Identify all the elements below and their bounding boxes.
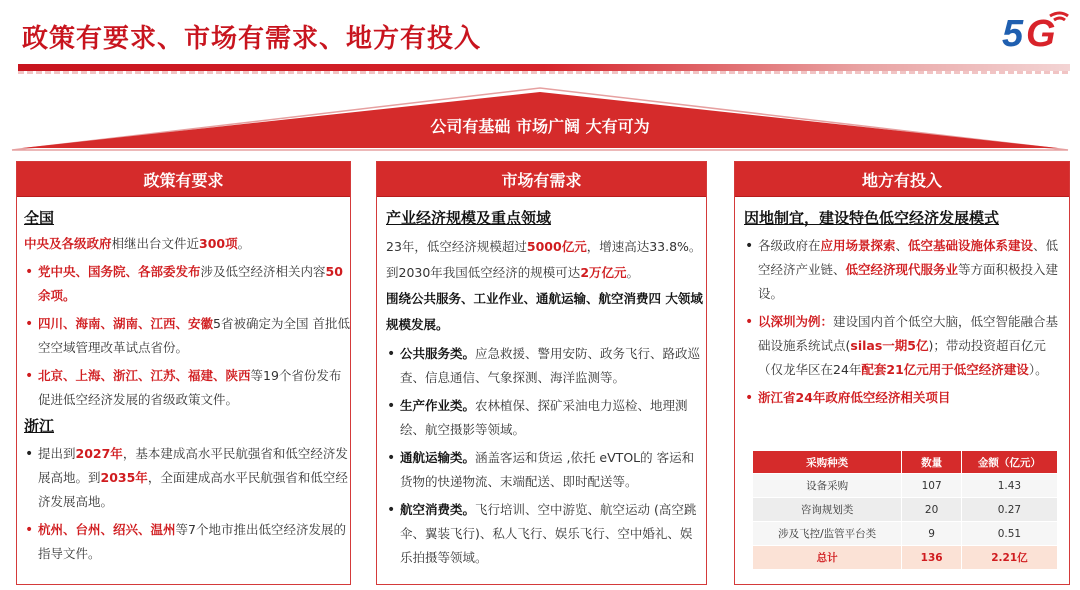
zhejiang-list [24,442,350,566]
table-header-row [753,451,1058,474]
market-summary [386,234,704,286]
text-red: 300项 [199,236,238,251]
market-content [386,206,704,570]
list-item [386,342,704,390]
text-red: 5000亿元 [526,239,587,254]
column-header: 数量 [902,451,962,474]
list-item [24,260,350,308]
list-item [744,234,1062,306]
text: 农林植保、探矿采油电力巡检、地理测绘、航空摄影等领域。 [400,398,688,437]
text: 等7个地市推出低空经济发展的指导文件。 [38,522,346,561]
table-row [753,498,1058,522]
text: 相继出台文件近 [111,236,200,251]
table-cell: 9 [902,522,962,546]
list-item [24,442,350,514]
table-total-row [753,546,1058,570]
market-list [386,342,704,570]
project-table [752,450,1058,570]
table-cell: 136 [902,546,962,570]
svg-text:G: G [1026,13,1056,55]
policy-column-header: 政策有要求 [17,162,350,197]
list-item [24,364,350,412]
investment-column-header: 地方有投入 [735,162,1069,197]
list-item [24,518,350,566]
text-red: 50余项。 [38,264,343,303]
list-item [386,498,704,570]
list-item [386,394,704,442]
text: ，全面建成高水平民航强省和低空经济发展高地。 [38,470,348,509]
text-red: 低空经济现代服务业 [845,262,959,277]
investment-list [744,234,1062,410]
text-red: 四川、海南、湖南、江西、安徽 [38,316,214,331]
column-header: 采购种类 [753,451,902,474]
investment-content [744,206,1062,410]
header-divider-dots [18,71,1070,74]
text: ）。 [1028,362,1048,377]
text-red: 党中央、国务院、各部委发布 [38,264,201,279]
text-red: 2万亿元 [580,265,627,280]
header-divider [18,64,1070,71]
text-red: 低空基础设施体系建设 [908,238,1034,253]
text-red: 以深圳为例： [758,314,834,329]
text: 飞行培训、空中游览、航空运动 (高空跳伞、翼装飞行)、私人飞行、娱乐飞行、空中婚礼、娱乐拍摄等领域。 [400,502,697,565]
zhejiang-title: 浙江 [24,417,55,435]
table-cell: 涉及飞控/监管平台类 [753,522,902,546]
table-cell: 咨询规划类 [753,498,902,522]
market-section-title: 产业经济规模及重点领域 [386,209,552,227]
table-cell: 107 [902,474,962,498]
list-item [744,386,1062,410]
svg-text:5: 5 [1002,13,1024,55]
text-red: 中央及各级政府 [24,236,112,251]
market-focus: 围绕公共服务、工业作业、通航运输、航空消费四 大领域规模发展。 [386,291,703,332]
market-column-header: 市场有需求 [377,162,706,197]
text-bold: 公共服务类。 [400,346,476,361]
table-row [753,474,1058,498]
table-cell: 1.43 [961,474,1057,498]
table-cell: 总计 [753,546,902,570]
list-item [744,310,1062,382]
table-cell: 0.51 [961,522,1057,546]
text-red: 北京、上海、浙江、江苏、福建、陕西 [38,368,251,383]
national-title: 全国 [24,209,55,227]
text-bold: 通航运输类。 [400,450,476,465]
column-header: 金额（亿元） [961,451,1057,474]
banner-text: 公司有基础 市场广阔 大有可为 [430,117,650,136]
table-cell: 2.21亿 [961,546,1057,570]
text: 涵盖客运和货运 ,依托 eVTOL的 客运和货物的快递物流、末端配送、即时配送等。 [400,450,695,489]
text-red: 2035年 [100,470,148,485]
table-cell: 0.27 [961,498,1057,522]
text: ，增速高达33.8%。到2030年我国低空经济的规模可达 [386,239,702,280]
text-red: 浙江省24年政府低空经济相关项目 [758,390,951,405]
text: 、低空经济产业链、 [758,238,1059,277]
list-item [24,312,350,360]
text: 涉及低空经济相关内容 [200,264,326,279]
text: 5省被确定为全国 首批低空空域管理改革试点省份。 [38,316,350,355]
text-red: silas一期5亿 [850,338,929,353]
text: 、 [895,238,909,253]
table-row [753,522,1058,546]
table-cell: 20 [902,498,962,522]
text: 提出到 [38,446,76,461]
text-red: 杭州、台州、绍兴、温州 [38,522,176,537]
text: ，基本建成高水平民航强省和低空经济发展高地。到 [38,446,348,485]
text: 。 [237,236,251,251]
table-cell: 设备采购 [753,474,902,498]
text: 等19个省份发布促进低空经济发展的省级政策文件。 [38,368,342,407]
text-red: 应用场景探索 [820,238,896,253]
text: 。 [626,265,640,280]
text-bold: 生产作业类。 [400,398,476,413]
text: )；带动投资超百亿元（仅龙华区在24年 [758,338,1046,377]
text: 建设国内首个低空大脑，低空智能融合基础设施系统试点( [758,314,1059,353]
text: 应急救援、警用安防、政务飞行、路政巡查、信息通信、气象探测、海洋监测等。 [400,346,701,385]
5g-logo [1000,6,1074,58]
text: 23年，低空经济规模超过 [386,239,527,254]
text-bold: 航空消费类。 [400,502,476,517]
national-list [24,260,350,412]
text: 各级政府在 [758,238,821,253]
national-summary [24,232,350,256]
investment-section-title: 因地制宜，建设特色低空经济发展模式 [744,209,1000,227]
text-red: 配套21亿元用于低空经济建设 [861,362,1029,377]
text-red: 2027年 [75,446,123,461]
policy-content [24,206,350,566]
list-item [386,446,704,494]
page-title: 政策有要求、市场有需求、地方有投入 [22,24,482,54]
text: 等方面积极投入建设。 [758,262,1059,301]
